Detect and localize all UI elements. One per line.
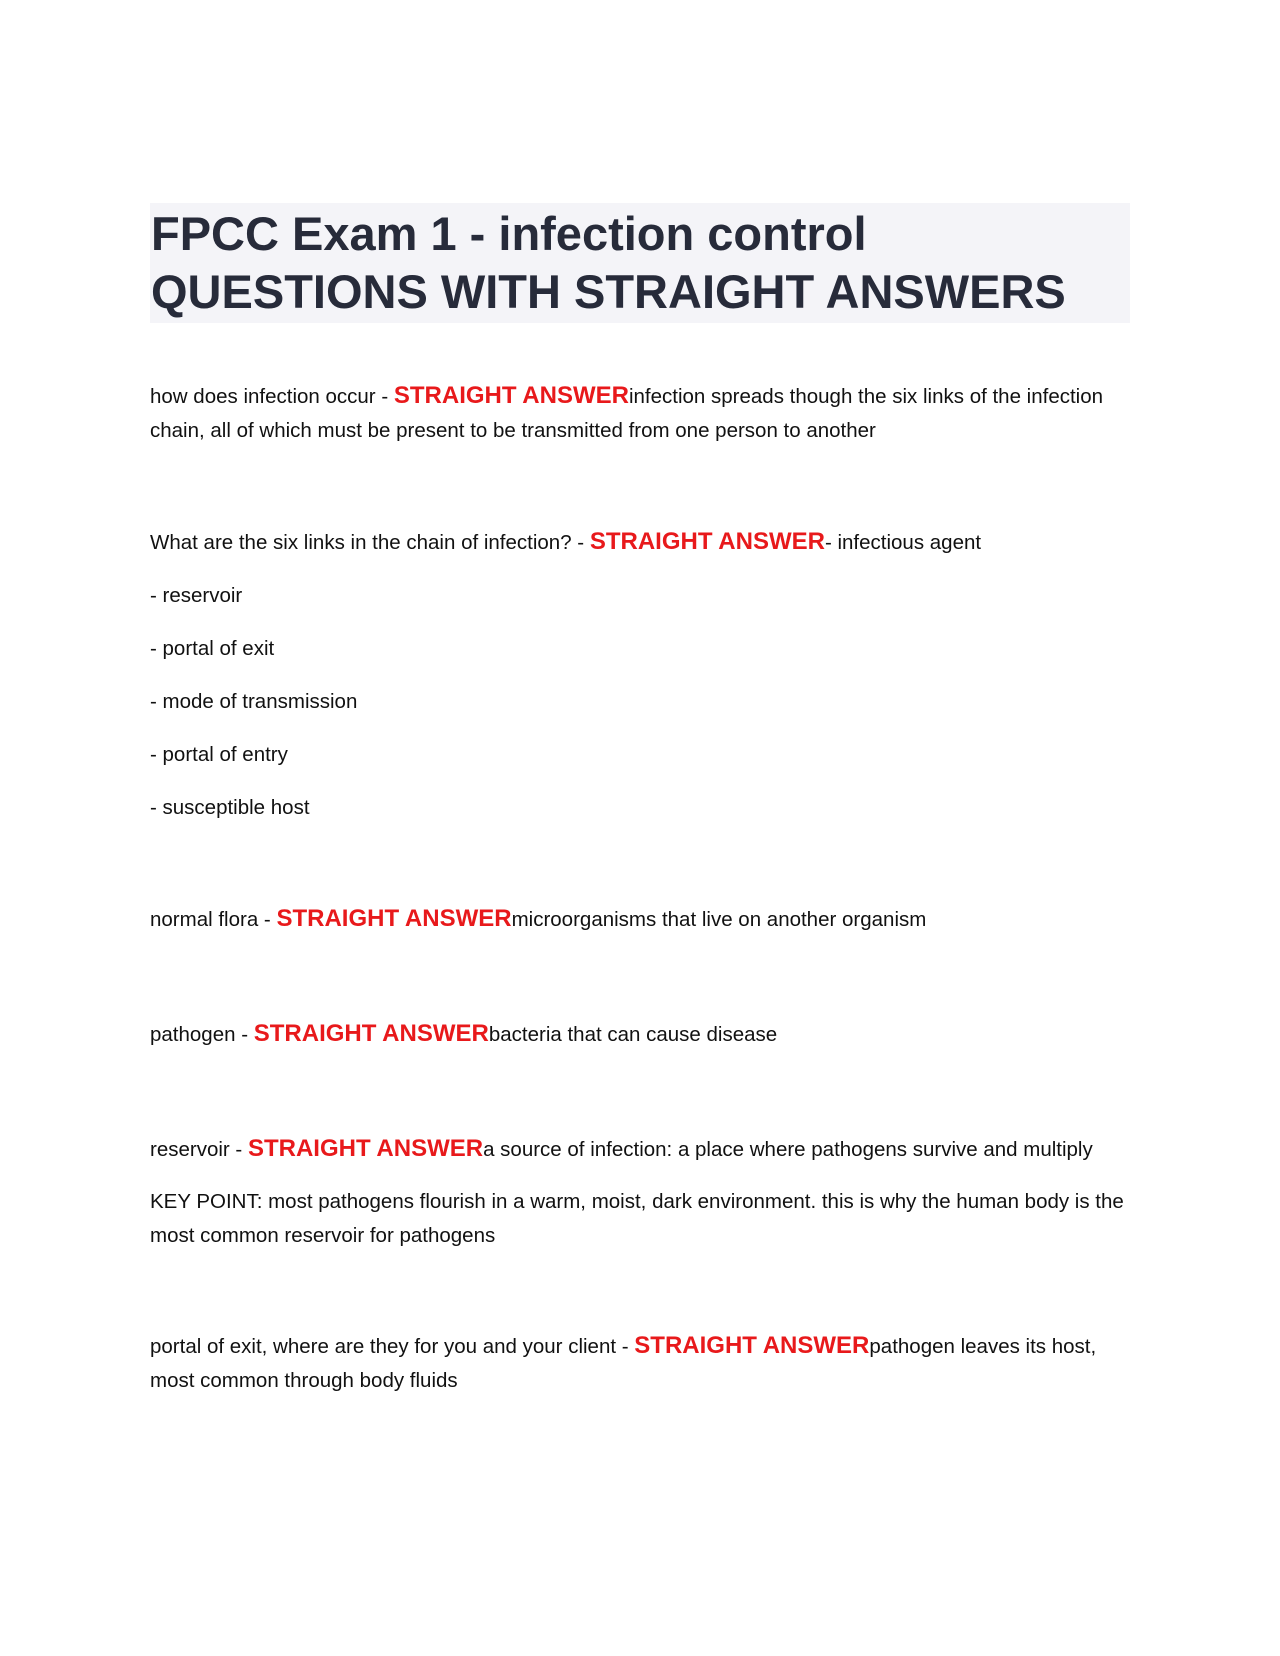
qa-item [150, 902, 1130, 937]
list-item: - portal of exit [150, 637, 275, 660]
question-text: portal of exit, where are they for you and your client - [150, 1335, 635, 1358]
straight-answer-tag: STRAIGHT ANSWER [253, 1020, 489, 1047]
list-item: - mode of transmission [150, 690, 358, 713]
question-text: What are the six links in the chain of infection? - [150, 531, 590, 554]
straight-answer-tag: STRAIGHT ANSWER [276, 905, 512, 932]
list-item: - portal of entry [150, 743, 288, 766]
answer-text: bacteria that can cause disease [488, 1023, 778, 1046]
answer-text: pathogen leaves its host, most common through body fluids [150, 1335, 1097, 1392]
qa-item [150, 1017, 1130, 1052]
title-line-1: FPCC Exam 1 - infection control [151, 207, 867, 260]
question-text: how does infection occur - [150, 385, 394, 408]
title-block [150, 203, 1130, 323]
question-text: reservoir - [150, 1138, 248, 1161]
answer-text: microorganisms that live on another organism [511, 908, 927, 931]
straight-answer-tag: STRAIGHT ANSWER [589, 528, 825, 555]
straight-answer-tag: STRAIGHT ANSWER [393, 382, 629, 409]
answer-text: a source of infection: a place where pathogens survive and multiply [483, 1138, 1093, 1161]
straight-answer-tag: STRAIGHT ANSWER [247, 1135, 484, 1162]
key-point-note: KEY POINT: most pathogens flourish in a warm, moist, dark environment. this is why the human body is the most common reservoir for pathogens [150, 1190, 1124, 1247]
list-item: - susceptible host [150, 796, 310, 819]
qa-item [150, 379, 1130, 448]
list-item: - reservoir [150, 584, 243, 607]
document-title [151, 205, 1128, 321]
title-line-2: QUESTIONS WITH STRAIGHT ANSWERS [151, 265, 1066, 318]
question-text: pathogen - [150, 1023, 254, 1046]
qa-item [150, 1329, 1130, 1398]
answer-text: infection spreads though the six links of the infection chain, all of which must be present to be transmitted from one person to another [150, 385, 1104, 442]
document-page [150, 203, 1130, 1398]
answer-text: - infectious agent [824, 531, 982, 554]
qa-item [150, 525, 1130, 560]
question-text: normal flora - [150, 908, 277, 931]
qa-item [150, 1132, 1130, 1167]
straight-answer-tag: STRAIGHT ANSWER [634, 1332, 870, 1359]
